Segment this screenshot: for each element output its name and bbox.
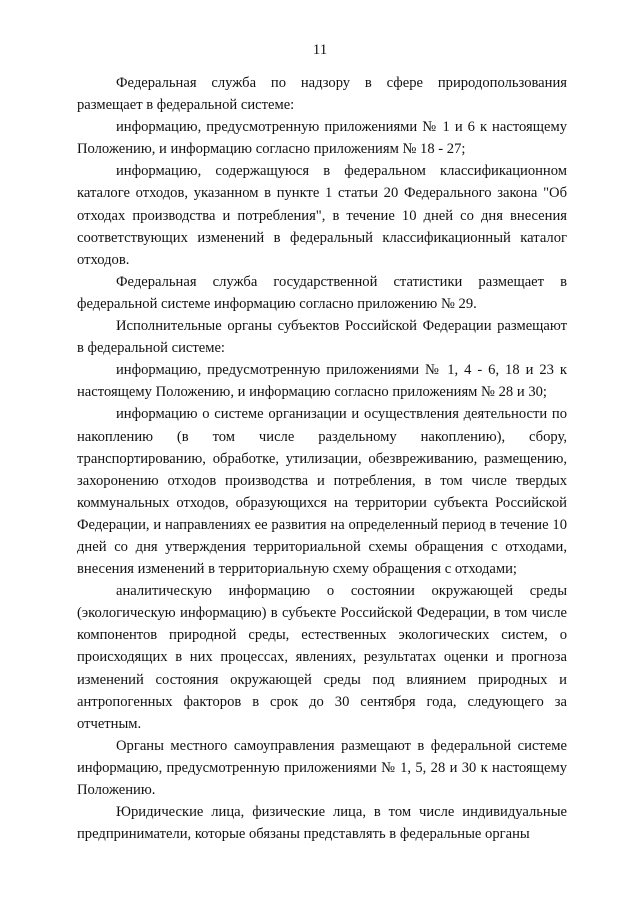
paragraph-legal-entities: Юридические лица, физические лица, в том числе индивидуальные предприниматели, которые обязаны представлять в федеральные органы bbox=[77, 804, 567, 843]
document-body bbox=[77, 72, 567, 845]
paragraph-regional-authorities-item-3: аналитическую информацию о состоянии окружающей среды (экологическую информацию) в субъекте Российской Федерации, в том числе компонентов природной среды, естественных экологических систем, о происходящих в них процессах, явлениях, результатах оценки и прогноза изменений состояния окружающей среды под влиянием природных и антропогенных факторов в срок до 30 сентября года, следующего за отчетным. bbox=[77, 583, 567, 732]
paragraph-rosprirodnadzor-intro: Федеральная служба по надзору в сфере природопользования размещает в федеральной системе: bbox=[77, 75, 567, 114]
paragraph-local-government: Органы местного самоуправления размещают в федеральной системе информацию, предусмотренную приложениями № 1, 5, 28 и 30 к настоящему Положению. bbox=[77, 737, 567, 798]
paragraph-rosprirodnadzor-item-1: информацию, предусмотренную приложениями № 1 и 6 к настоящему Положению, и информацию согласно приложениям № 18 - 27; bbox=[77, 119, 567, 158]
paragraph-rosstat: Федеральная служба государственной статистики размещает в федеральной системе информацию согласно приложению № 29. bbox=[77, 273, 567, 312]
paragraph-rosprirodnadzor-item-2: информацию, содержащуюся в федеральном классификационном каталоге отходов, указанном в пункте 1 статьи 20 Федерального закона "Об отходах производства и потребления", в течение 10 дней со дня внесения соответствующих изменений в федеральный классификационный каталог отходов. bbox=[77, 163, 567, 268]
paragraph-regional-authorities-item-2: информацию о системе организации и осуществления деятельности по накоплению (в том числе раздельному накоплению), сбору, транспортированию, обработке, утилизации, обезвреживанию, размещению, захоронению отходов производства и потребления, в том числе твердых коммунальных отходов, образующихся на территории субъекта Российской Федерации, и направлениях ее развития на определенный период в течение 10 дней со дня утверждения территориальной схемы обращения с отходами, внесения изменений в территориальную схему обращения с отходами; bbox=[77, 406, 567, 578]
paragraph-regional-authorities-intro: Исполнительные органы субъектов Российской Федерации размещают в федеральной системе: bbox=[77, 318, 567, 357]
paragraph-regional-authorities-item-1: информацию, предусмотренную приложениями № 1, 4 - 6, 18 и 23 к настоящему Положению, и информацию согласно приложениям № 28 и 30; bbox=[77, 362, 567, 401]
page-number: 11 bbox=[312, 42, 328, 58]
